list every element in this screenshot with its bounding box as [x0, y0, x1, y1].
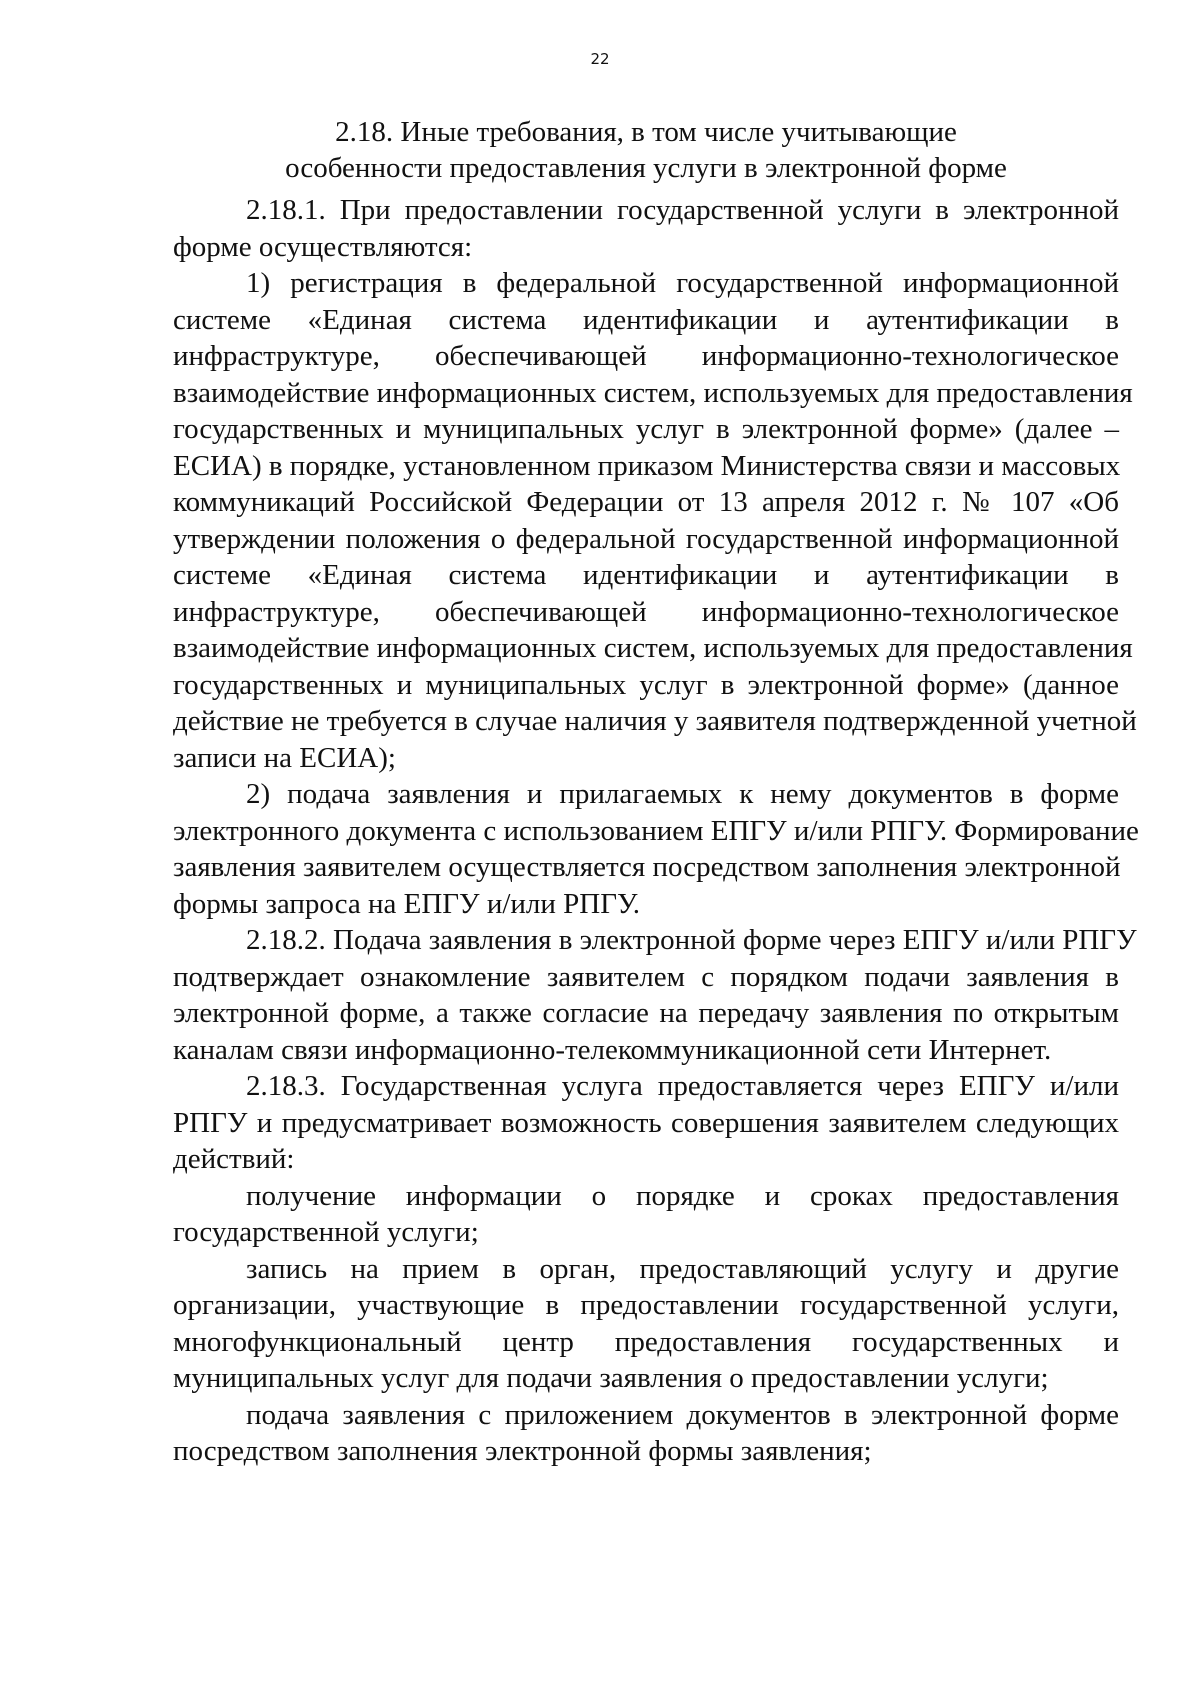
paragraph-line: государственных и муниципальных услуг в электронной форме» (данное [173, 668, 1119, 701]
paragraph-line: взаимодействие информационных систем, используемых для предоставления [173, 632, 1133, 664]
paragraph-line: взаимодействие информационных систем, используемых для предоставления [173, 376, 1133, 409]
paragraph-line: запись на прием в орган, предоставляющий услугу и другие [246, 1252, 1119, 1285]
paragraph-line: 2) подача заявления и прилагаемых к нему документов в форме [246, 778, 1119, 810]
paragraph-line: посредством заполнения электронной формы заявления; [173, 1435, 872, 1467]
paragraph-line: инфраструктуре, обеспечивающей информационно-технологическое [173, 340, 1119, 372]
paragraph-line: государственных и муниципальных услуг в электронной форме» (далее – [173, 413, 1119, 445]
paragraph-line: получение информации о порядке и сроках предоставления [246, 1179, 1119, 1212]
paragraph-line: действий: [173, 1143, 295, 1175]
paragraph-line: организации, участвующие в предоставлении государственной услуги, [173, 1289, 1119, 1321]
paragraph-line: инфраструктуре, обеспечивающей информационно-технологическое [173, 595, 1119, 628]
paragraph [173, 1397, 1119, 1470]
paragraph-line: коммуникаций Российской Федерации от 13 апреля 2012 г. № 107 «Об [173, 486, 1119, 518]
paragraph-line: заявления заявителем осуществляется посредством заполнения электронной [173, 851, 1121, 883]
section-heading-line: особенности предоставления услуги в электронной форме [285, 152, 1007, 184]
paragraph-line: РПГУ и предусматривает возможность совершения заявителем следующих [173, 1106, 1119, 1139]
section-heading [173, 114, 1119, 186]
paragraph-line: электронной форме, а также согласие на передачу заявления по открытым [173, 997, 1119, 1029]
section-heading-line: 2.18. Иные требования, в том числе учитывающие [335, 116, 957, 148]
paragraph-line: ЕСИА) в порядке, установленном приказом Министерства связи и массовых [173, 449, 1121, 482]
paragraph [173, 265, 1137, 776]
paragraph-line: подтверждает ознакомление заявителем с порядком подачи заявления в [173, 960, 1119, 993]
paragraph-line: системе «Единая система идентификации и аутентификации в [173, 303, 1119, 336]
paragraph [173, 192, 1119, 265]
paragraph [173, 776, 1139, 922]
paragraph [173, 1251, 1119, 1397]
paragraph-line: каналам связи информационно-телекоммуникационной сети Интернет. [173, 1033, 1052, 1066]
paragraph-line: многофункциональный центр предоставления государственных и [173, 1325, 1119, 1358]
paragraph-line: форме осуществляются: [173, 230, 473, 263]
paragraph-line: электронного документа с использованием ЕПГУ и/или РПГУ. Формирование [173, 814, 1139, 847]
paragraph-line: 2.18.1. При предоставлении государственной услуги в электронной [246, 194, 1119, 226]
paragraph-line: государственной услуги; [173, 1216, 479, 1248]
paragraph [173, 1178, 1119, 1251]
paragraph-line: 2.18.3. Государственная услуга предоставляется через ЕПГУ и/или [246, 1070, 1119, 1102]
paragraph-line: записи на ЕСИА); [173, 741, 396, 774]
paragraph-line: подача заявления с приложением документов в электронной форме [246, 1398, 1119, 1431]
paragraph-line: утверждении положения о федеральной государственной информационной [173, 522, 1119, 555]
paragraph-line: действие не требуется в случае наличия у заявителя подтвержденной учетной [173, 705, 1137, 737]
paragraph-line: 2.18.2. Подача заявления в электронной форме через ЕПГУ и/или РПГУ [246, 924, 1137, 956]
paragraph-line: муниципальных услуг для подачи заявления о предоставлении услуги; [173, 1362, 1049, 1394]
document-body [173, 192, 1139, 1470]
paragraph [173, 922, 1137, 1068]
paragraph-line: системе «Единая система идентификации и аутентификации в [173, 559, 1119, 591]
paragraph-line: 1) регистрация в федеральной государственной информационной [246, 267, 1119, 299]
paragraph-line: формы запроса на ЕПГУ и/или РПГУ. [173, 887, 641, 920]
page-number: 22 [590, 50, 610, 68]
paragraph [173, 1068, 1119, 1178]
